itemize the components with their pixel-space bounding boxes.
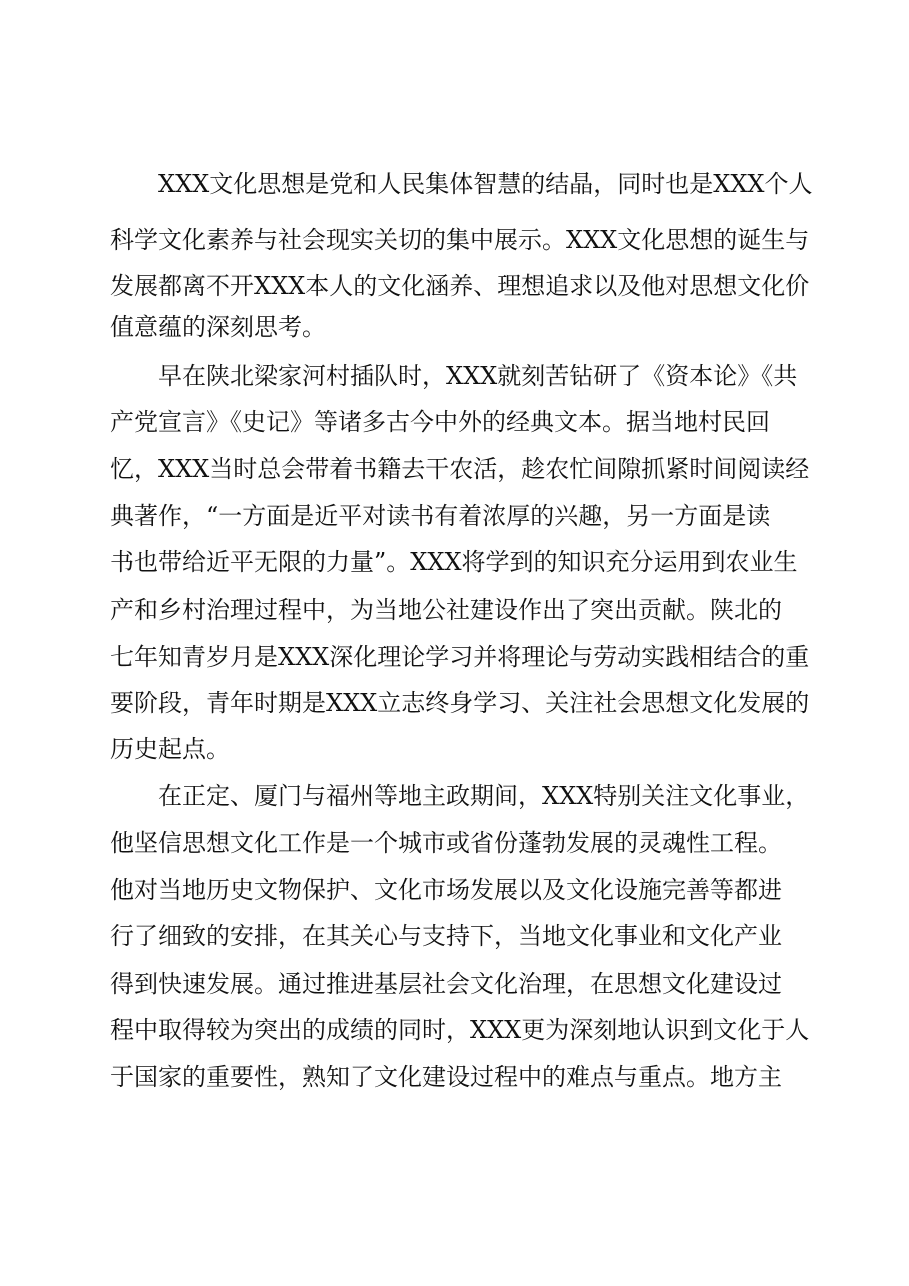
text-line: 书也带给近平无限的力量”。XXX将学到的知识充分运用到农业生 [110,548,798,576]
text-line: 忆，XXX当时总会带着书籍去干农活，趁农忙间隙抓紧时间阅读经 [110,455,810,483]
text-line: 早在陕北梁家河村插队时，XXX就刻苦钻研了《资本论》《共 [110,362,798,390]
text-line: XXX文化思想是党和人民集体智慧的结晶，同时也是XXX个人 [110,170,813,198]
text-line: 科学文化素养与社会现实关切的集中展示。XXX文化思想的诞生与 [110,226,810,254]
text-line: 七年知青岁月是XXX深化理论学习并将理论与劳动实践相结合的重 [110,643,810,671]
text-line: 历史起点。 [110,735,230,763]
text-line: 得到快速发展。通过推进基层社会文化治理，在思想文化建设过 [110,970,782,998]
text-line: 在正定、厦门与福州等地主政期间，XXX特别关注文化事业， [110,782,810,810]
text-line: 行了细致的安排，在其关心与支持下，当地文化事业和文化产业 [110,922,782,950]
text-line: 他对当地历史文物保护、文化市场发展以及文化设施完善等都进 [110,876,782,904]
text-line: 值意蕴的深刻思考。 [110,313,326,341]
text-line: 要阶段，青年时期是XXX立志终身学习、关注社会思想文化发展的 [110,689,810,717]
text-line: 典著作，“一方面是近平对读书有着浓厚的兴趣，另一方面是读 [110,502,771,530]
text-line: 他坚信思想文化工作是一个城市或省份蓬勃发展的灵魂性工程。 [110,829,782,857]
text-line: 程中取得较为突出的成绩的同时，XXX更为深刻地认识到文化于人 [110,1016,810,1044]
text-line: 于国家的重要性，熟知了文化建设过程中的难点与重点。地方主 [110,1063,782,1091]
text-line: 产党宣言》《史记》等诸多古今中外的经典文本。据当地村民回 [110,408,770,436]
text-line: 产和乡村治理过程中，为当地公社建设作出了突出贡献。陕北的 [110,596,782,624]
text-line: 发展都离不开XXX本人的文化涵养、理想追求以及他对思想文化价 [110,272,810,300]
